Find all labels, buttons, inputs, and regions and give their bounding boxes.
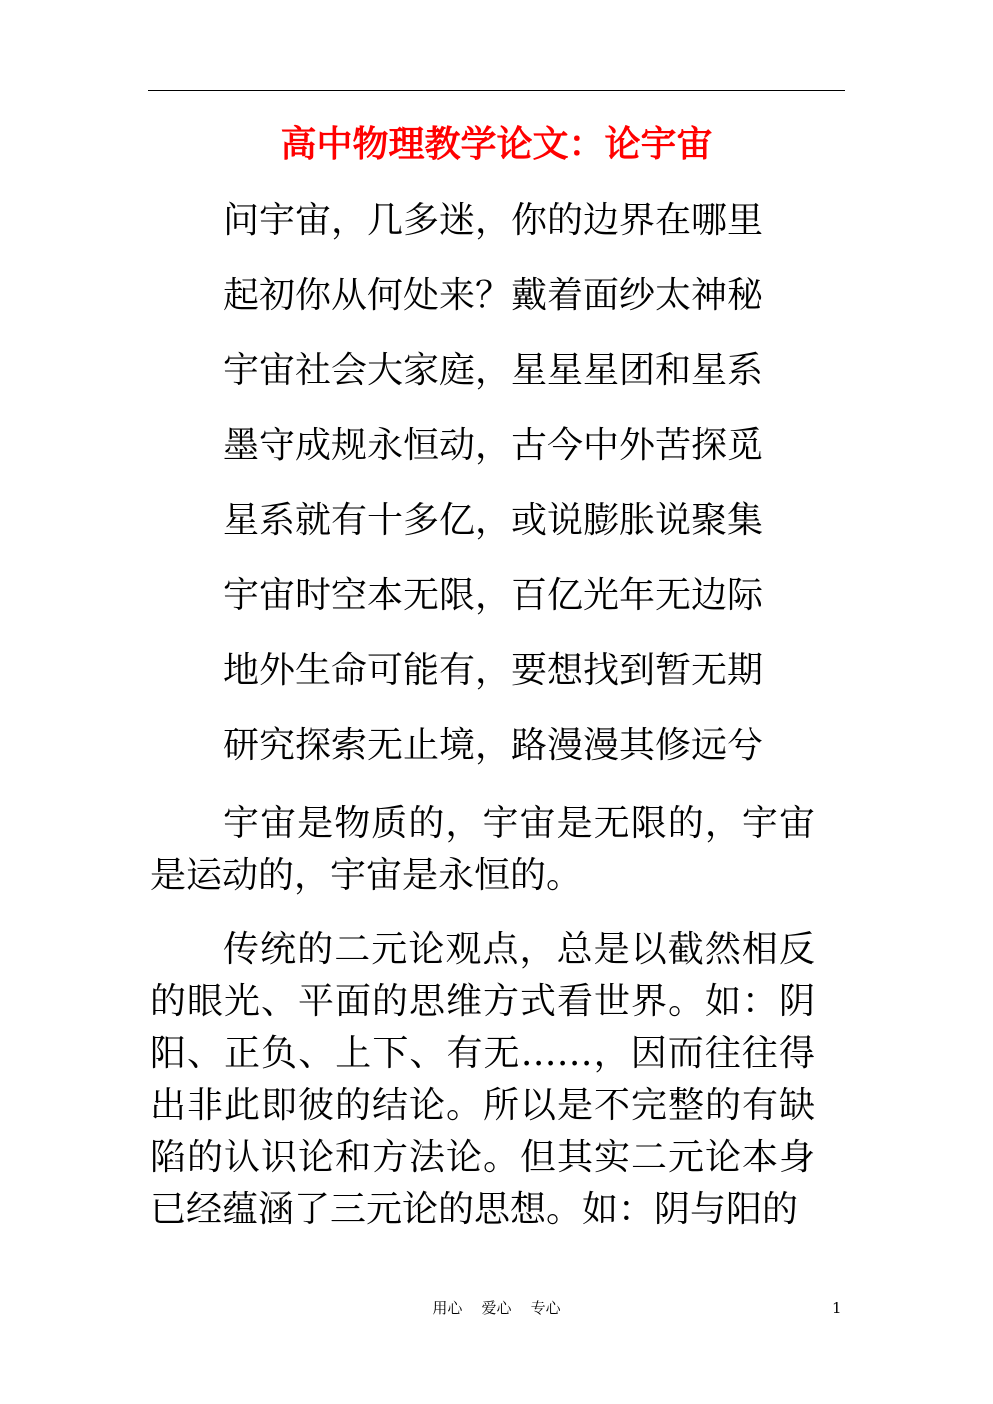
body-paragraph: 传统的二元论观点，总是以截然相反的眼光、平面的思维方式看世界。如：阴阳、正负、上下、有无……，因而往往得出非此即彼的结论。所以是不完整的有缺陷的认识论和方法论。但其实二元论本身已经蕴涵了三元论的思想。如：阴与阳的 xyxy=(150,929,815,1230)
footer-tagline: 用心 爱心 专心 xyxy=(432,1299,561,1317)
poem-line: 地外生命可能有，要想找到暂无期 xyxy=(223,650,764,691)
poem-line: 星系就有十多亿，或说膨胀说聚集 xyxy=(223,500,764,541)
poem-line: 问宇宙，几多迷，你的边界在哪里 xyxy=(223,200,764,241)
poem-line: 起初你从何处来？戴着面纱太神秘 xyxy=(223,275,764,316)
poem-line: 宇宙时空本无限，百亿光年无边际 xyxy=(223,575,764,616)
poem-line: 研究探索无止境，路漫漫其修远兮 xyxy=(223,725,764,766)
poem xyxy=(223,191,843,791)
body-paragraph: 宇宙是物质的，宇宙是无限的，宇宙是运动的，宇宙是永恒的。 xyxy=(150,803,815,896)
page-title: 高中物理教学论文：论宇宙 xyxy=(280,123,713,165)
poem-line: 宇宙社会大家庭，星星星团和星系 xyxy=(223,350,764,391)
poem-line: 墨守成规永恒动，古今中外苦探觅 xyxy=(223,425,764,466)
page-number: 1 xyxy=(832,1299,842,1317)
header-rule xyxy=(148,90,845,91)
